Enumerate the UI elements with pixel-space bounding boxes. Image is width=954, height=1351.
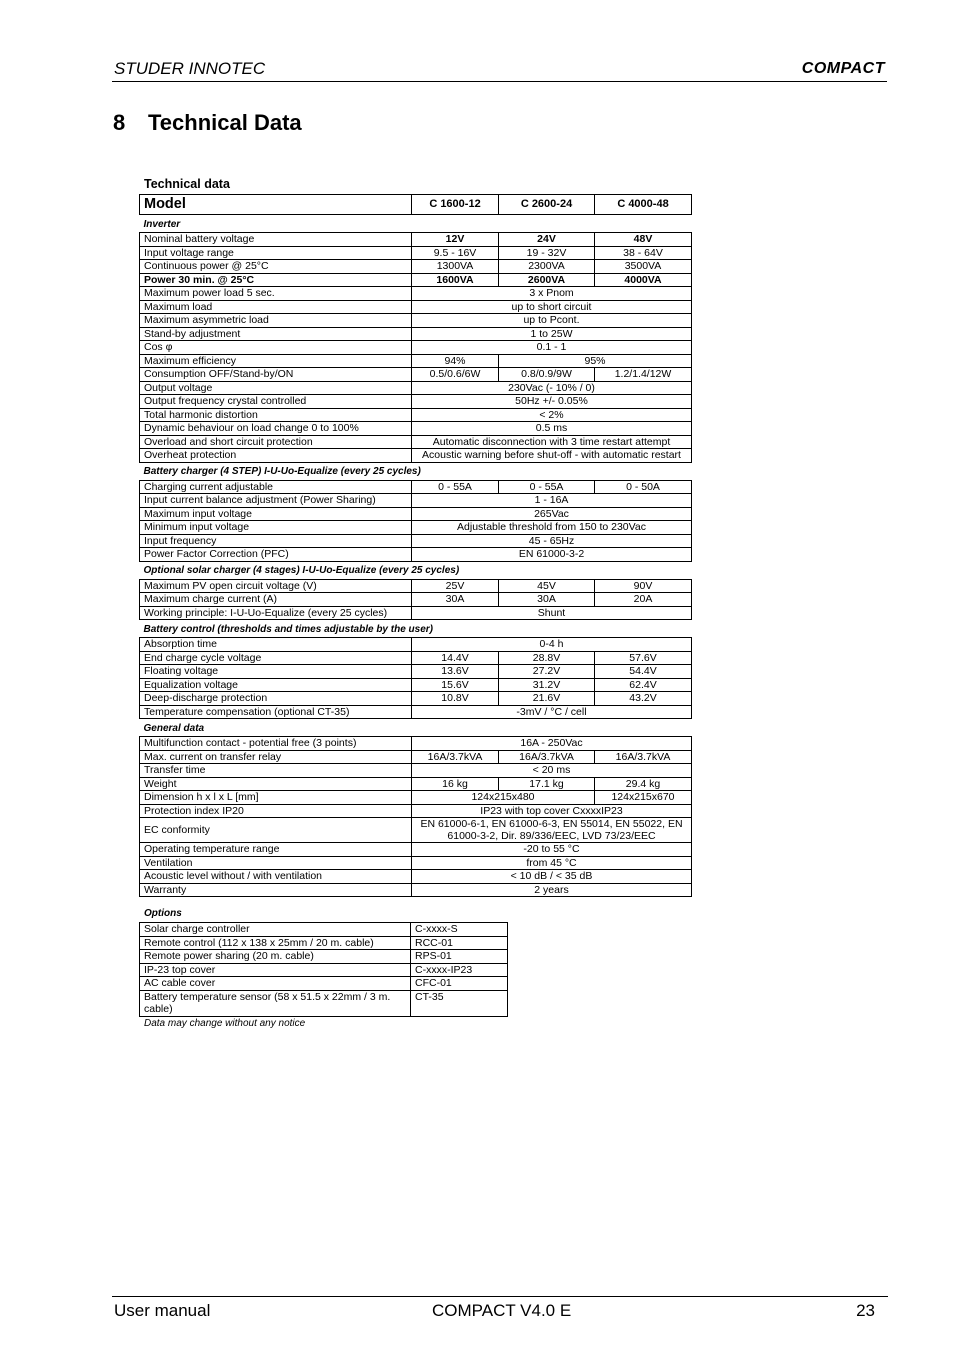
row-label: Maximum PV open circuit voltage (V) [140,579,412,593]
row-value: 45 - 65Hz [412,534,692,548]
row-label: Maximum power load 5 sec. [140,287,412,301]
row-value: Acoustic warning before shut-off - with automatic restart [412,449,692,463]
row-value: 28.8V [499,651,595,665]
row-value: 0-4 h [412,638,692,652]
row-value: 1.2/1.4/12W [595,368,692,382]
row-label: Maximum input voltage [140,507,412,521]
row-label: Transfer time [140,764,412,778]
row-value: 16A/3.7kVA [499,750,595,764]
row-label: Operating temperature range [140,843,412,857]
table-row [140,593,692,607]
option-label: Remote control (112 x 138 x 25mm / 20 m. cable) [140,936,411,950]
option-code: C-xxxx-IP23 [411,963,508,977]
option-code: C-xxxx-S [411,923,508,937]
row-value: 43.2V [595,692,692,706]
row-value: 12V [412,233,499,247]
row-value: up to short circuit [412,300,692,314]
table-row [140,273,692,287]
table-row [140,764,692,778]
row-label: Continuous power @ 25°C [140,260,412,274]
row-value: EN 61000-6-1, EN 61000-6-3, EN 55014, EN 55022, EN 61000-3-2, Dir. 89/336/EEC, LVD 73/23/EEC [412,818,692,843]
section-group [140,638,692,719]
table-row [140,638,692,652]
row-value: up to Pcont. [412,314,692,328]
section-heading-group [140,561,692,579]
row-label: Working principle: I-U-Uo-Equalize (every 25 cycles) [140,606,412,620]
option-label: IP-23 top cover [140,963,411,977]
row-label: Maximum charge current (A) [140,593,412,607]
row-value: 15.6V [412,678,499,692]
section-title: Technical Data [148,110,302,135]
row-label: Warranty [140,883,412,897]
row-value: EN 61000-3-2 [412,548,692,562]
row-value: 0.5/0.6/6W [412,368,499,382]
model-header-group [140,195,692,215]
row-label: Input voltage range [140,246,412,260]
row-label: Maximum load [140,300,412,314]
row-label: Nominal battery voltage [140,233,412,247]
row-label: EC conformity [140,818,412,843]
table-row [140,737,692,751]
page-title [113,110,302,136]
row-value: 265Vac [412,507,692,521]
section-heading: Inverter [143,218,181,230]
row-label: Temperature compensation (optional CT-35) [140,705,412,719]
row-label: Protection index IP20 [140,804,412,818]
brand-logo: COMPACT [801,60,885,77]
row-value: Shunt [412,606,692,620]
row-value: 2600VA [499,273,595,287]
company-name: STUDER INNOTEC [114,59,266,78]
row-value: 95% [499,354,692,368]
footer-manual-label: User manual [114,1301,211,1320]
model-label: Model [140,195,412,215]
row-value: 16A/3.7kVA [595,750,692,764]
row-value: 94% [412,354,499,368]
table-row [140,287,692,301]
option-label: Remote power sharing (20 m. cable) [140,950,411,964]
table-row [140,791,692,805]
table-row [140,246,692,260]
row-value: 45V [499,579,595,593]
row-value: 16 kg [412,777,499,791]
option-row [140,923,508,937]
table-row [140,548,692,562]
table-row [140,408,692,422]
table-row [140,883,692,897]
row-value: 4000VA [595,273,692,287]
row-value: 50Hz +/- 0.05% [412,395,692,409]
table-row [140,422,692,436]
row-value: 31.2V [499,678,595,692]
row-value: 62.4V [595,678,692,692]
row-value: 3 x Pnom [412,287,692,301]
section-group [140,737,692,897]
model-column: C 1600-12 [412,195,499,215]
section-group [140,579,692,620]
model-column: C 2600-24 [499,195,595,215]
technical-data-table [139,194,692,897]
row-label: Power 30 min. @ 25°C [140,273,412,287]
table-row [140,381,692,395]
option-label: AC cable cover [140,977,411,991]
row-value: 0.1 - 1 [412,341,692,355]
section-heading: Battery control (thresholds and times adjustable by the user) [143,623,434,635]
notice-text: Data may change without any notice [144,1018,306,1029]
option-row [140,990,508,1016]
row-label: Overheat protection [140,449,412,463]
row-value: < 20 ms [412,764,692,778]
table-row [140,678,692,692]
row-value: 57.6V [595,651,692,665]
row-value: < 10 dB / < 35 dB [412,870,692,884]
section-group [140,480,692,561]
table-row [140,750,692,764]
row-value: 30A [412,593,499,607]
row-value: 16A/3.7kVA [412,750,499,764]
row-label: Acoustic level without / with ventilation [140,870,412,884]
section-heading-row [140,620,692,638]
section-heading-group [140,620,692,638]
row-label: Overload and short circuit protection [140,435,412,449]
row-value: 25V [412,579,499,593]
section-heading-row [140,561,692,579]
row-label: Output voltage [140,381,412,395]
table-row [140,480,692,494]
table-row [140,435,692,449]
row-label: Cos φ [140,341,412,355]
row-value: 14.4V [412,651,499,665]
row-value: 1600VA [412,273,499,287]
row-value: 9.5 - 16V [412,246,499,260]
row-label: Max. current on transfer relay [140,750,412,764]
table-row [140,818,692,843]
model-row [140,195,692,215]
row-value: 10.8V [412,692,499,706]
option-code: CFC-01 [411,977,508,991]
row-value: 124x215x670 [595,791,692,805]
row-label: Maximum efficiency [140,354,412,368]
page-number: 23 [856,1301,875,1320]
option-label: Solar charge controller [140,923,411,937]
option-row [140,936,508,950]
table-row [140,341,692,355]
row-label: Power Factor Correction (PFC) [140,548,412,562]
table-row [140,870,692,884]
option-code: RCC-01 [411,936,508,950]
page-header [112,57,887,82]
table-row [140,521,692,535]
row-value: 24V [499,233,595,247]
row-value: 13.6V [412,665,499,679]
table-row [140,233,692,247]
row-value: 0.5 ms [412,422,692,436]
section-heading-group [140,462,692,480]
row-value: 29.4 kg [595,777,692,791]
row-label: Output frequency crystal controlled [140,395,412,409]
table-row [140,777,692,791]
row-label: Dimension h x l x L [mm] [140,791,412,805]
table-row [140,856,692,870]
option-code: CT-35 [411,990,508,1016]
option-row [140,977,508,991]
table-row [140,843,692,857]
section-heading-group [140,215,692,233]
row-value: 48V [595,233,692,247]
section-group [140,233,692,463]
section-heading: Optional solar charger (4 stages) I-U-Uo-Equalize (every 25 cycles) [143,565,460,576]
row-value: 230Vac (- 10% / 0) [412,381,692,395]
table-row [140,651,692,665]
section-heading-group [140,719,692,737]
option-row [140,963,508,977]
row-value: 2300VA [499,260,595,274]
table-row [140,606,692,620]
row-value: 27.2V [499,665,595,679]
row-value: 0.8/0.9/9W [499,368,595,382]
table-row [140,449,692,463]
row-label: Dynamic behaviour on load change 0 to 100% [140,422,412,436]
option-row [140,950,508,964]
table-row [140,494,692,508]
row-value: 0 - 55A [412,480,499,494]
row-label: Stand-by adjustment [140,327,412,341]
table-row [140,395,692,409]
row-value: 1 - 16A [412,494,692,508]
footer-version: COMPACT V4.0 E [432,1301,572,1320]
row-label: Charging current adjustable [140,480,412,494]
section-number: 8 [113,110,126,135]
row-label: Ventilation [140,856,412,870]
row-value: 21.6V [499,692,595,706]
table-row [140,692,692,706]
table-row [140,314,692,328]
section-heading-row [140,719,692,737]
row-value: 38 - 64V [595,246,692,260]
table-row [140,507,692,521]
row-value: 1 to 25W [412,327,692,341]
row-value: from 45 °C [412,856,692,870]
row-label: Deep-discharge protection [140,692,412,706]
section-heading: General data [143,722,205,734]
table-caption: Technical data [144,177,230,191]
row-label: Total harmonic distortion [140,408,412,422]
section-heading-row [140,462,692,480]
table-row [140,300,692,314]
row-label: Multifunction contact - potential free (3 points) [140,737,412,751]
row-label: Weight [140,777,412,791]
options-table [139,922,508,1017]
row-value: Adjustable threshold from 150 to 230Vac [412,521,692,535]
row-value: 17.1 kg [499,777,595,791]
option-code: RPS-01 [411,950,508,964]
row-value: 0 - 55A [499,480,595,494]
row-label: Minimum input voltage [140,521,412,535]
row-value: IP23 with top cover CxxxxIP23 [412,804,692,818]
table-row [140,665,692,679]
row-label: Input frequency [140,534,412,548]
row-value: 30A [499,593,595,607]
section-heading-row [140,215,692,233]
table-row [140,579,692,593]
row-value: 19 - 32V [499,246,595,260]
row-value: 0 - 50A [595,480,692,494]
row-label: End charge cycle voltage [140,651,412,665]
row-label: Equalization voltage [140,678,412,692]
row-value: Automatic disconnection with 3 time restart attempt [412,435,692,449]
row-label: Consumption OFF/Stand-by/ON [140,368,412,382]
row-value: 3500VA [595,260,692,274]
table-row [140,368,692,382]
model-column: C 4000-48 [595,195,692,215]
row-value: -20 to 55 °C [412,843,692,857]
row-value: 1300VA [412,260,499,274]
table-row [140,804,692,818]
row-value: 54.4V [595,665,692,679]
row-value: -3mV / °C / cell [412,705,692,719]
row-label: Floating voltage [140,665,412,679]
table-row [140,260,692,274]
table-row [140,705,692,719]
section-heading: Battery charger (4 STEP) I-U-Uo-Equalize (every 25 cycles) [143,466,421,477]
table-row [140,354,692,368]
row-value: < 2% [412,408,692,422]
options-title: Options [144,908,182,919]
row-value: 124x215x480 [412,791,595,805]
row-value: 16A - 250Vac [412,737,692,751]
page-footer [112,1296,888,1320]
option-label: Battery temperature sensor (58 x 51.5 x 22mm / 3 m. cable) [140,990,411,1016]
row-label: Maximum asymmetric load [140,314,412,328]
row-label: Input current balance adjustment (Power Sharing) [140,494,412,508]
row-value: 20A [595,593,692,607]
row-value: 90V [595,579,692,593]
table-row [140,534,692,548]
table-row [140,327,692,341]
row-value: 2 years [412,883,692,897]
row-label: Absorption time [140,638,412,652]
